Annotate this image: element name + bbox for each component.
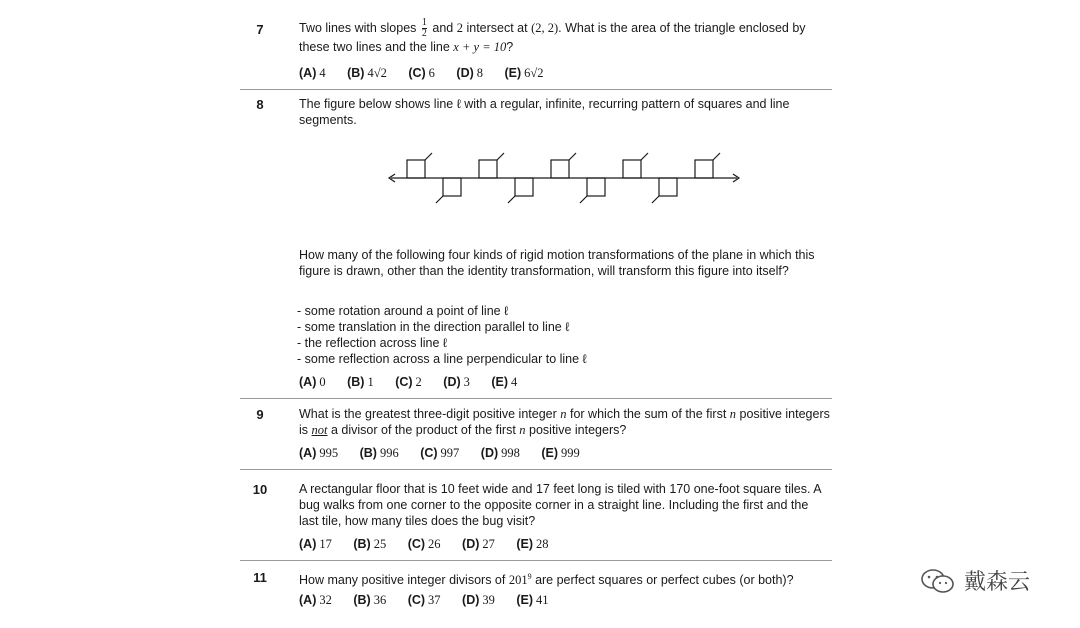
choice-d[interactable]: (D) 3 (443, 375, 470, 389)
choice-c[interactable]: (C) 6 (408, 66, 435, 80)
watermark (918, 565, 1030, 596)
problem-number: 9 (256, 407, 264, 422)
choice-c[interactable]: (C) 37 (407, 593, 441, 607)
problem-number: 8 (256, 97, 264, 112)
choice-d[interactable]: (D) 27 (462, 537, 495, 551)
problem-number: 11 (253, 570, 267, 585)
list-item: - the reflection across line ℓ (297, 336, 447, 350)
choice-b[interactable]: (B) 996 (359, 446, 399, 460)
answer-choices (299, 593, 567, 608)
choice-b[interactable]: (B) 25 (353, 537, 387, 551)
choice-d[interactable]: (D) 998 (480, 446, 520, 460)
choice-e[interactable]: (E) 28 (516, 537, 549, 551)
divider (240, 560, 832, 561)
pattern-figure (385, 150, 745, 206)
choice-b[interactable]: (B) 36 (353, 593, 387, 607)
choice-a[interactable]: (A) 995 (299, 446, 339, 460)
choice-a[interactable]: (A) 4 (299, 66, 326, 80)
problem-text: A rectangular floor that is 10 feet wide and 17 feet long is tiled with 170 one-foot square tiles. A bug walks from one corner to the opposite corner in a straight line. Including the first and the last tile, how many tiles does the bug visit? (299, 482, 821, 528)
divider (240, 398, 832, 399)
divider (240, 469, 832, 470)
choice-c[interactable]: (C) 26 (407, 537, 441, 551)
problem-number: 10 (252, 482, 268, 497)
answer-choices (299, 446, 598, 461)
choice-b[interactable]: (B) 1 (347, 375, 374, 389)
choice-a[interactable]: (A) 17 (299, 537, 332, 551)
wechat-icon (918, 566, 958, 596)
fraction: $\frac{1}{2}$ (421, 17, 427, 39)
problem-text: The figure below shows line ℓ with a regular, infinite, recurring pattern of squares and line segments. (299, 97, 790, 127)
question-text: How many of the following four kinds of rigid motion transformations of the plane in which this figure is drawn, other than the identity transformation, will transform this figure into itself? (299, 248, 815, 278)
choice-b[interactable]: (B) 4√2 (347, 66, 387, 80)
list-item: - some translation in the direction parallel to line ℓ (297, 320, 570, 334)
choice-e[interactable]: (E) 4 (491, 375, 518, 389)
transformation-list (297, 303, 587, 367)
choice-d[interactable]: (D) 8 (456, 66, 484, 80)
choice-c[interactable]: (C) 997 (420, 446, 460, 460)
choice-e[interactable]: (E) 6√2 (504, 66, 544, 80)
list-item: - some rotation around a point of line ℓ (297, 304, 509, 318)
problem-text: Two lines with slopes $\frac{1}{2}$ and 2 intersect at (2, 2). What is the area of the triangle enclosed by these two lines and the line x + y = 10? (299, 17, 806, 54)
answer-choices (299, 537, 567, 552)
problem-text: How many positive integer divisors of $201^9$ are perfect squares or perfect cubes (or both)? (299, 572, 794, 588)
choice-c[interactable]: (C) 2 (395, 375, 422, 389)
choice-a[interactable]: (A) 32 (299, 593, 332, 607)
choice-a[interactable]: (A) 0 (299, 375, 326, 389)
answer-choices (299, 375, 535, 390)
upper-squares (407, 153, 720, 178)
answer-choices (299, 66, 562, 81)
watermark-text: 戴森云 (964, 570, 1031, 595)
divider (240, 89, 832, 90)
lower-squares (436, 178, 677, 203)
choice-e[interactable]: (E) 999 (541, 446, 580, 460)
problem-number: 7 (256, 22, 264, 37)
choice-d[interactable]: (D) 39 (462, 593, 495, 607)
choice-e[interactable]: (E) 41 (516, 593, 549, 607)
list-item: - some reflection across a line perpendicular to line ℓ (297, 352, 587, 366)
problem-text: What is the greatest three-digit positive integer n for which the sum of the first n positive integers is not a divisor of the product of the first n positive integers? (299, 407, 830, 437)
